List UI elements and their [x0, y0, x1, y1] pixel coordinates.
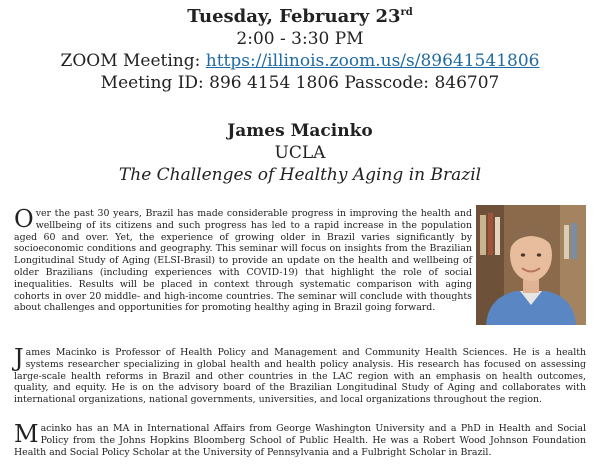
zoom-line	[0, 50, 600, 72]
speaker-institution: UCLA	[274, 143, 326, 163]
event-time: 2:00 - 3:30 PM	[236, 29, 364, 49]
abstract-text: ver the past 30 years, Brazil has made considerable progress in improving the health and wellbeing of its citizens and such progress has led to a rapid increase in the population aged 60 and over. Yet, the experience of growing older in Brazil varies significantly by socioeconomic conditions and geography. This seminar will focus on insights from the Brazilian Longitudinal Study of Aging (ELSI-Brasil) to provide an update on the health and wellbeing of older Brazilians (including experiences with COVID-19) that highlight the role of social inequalities. Results will be placed in context through systematic comparison with aging cohorts in over 20 middle- and high-income countries. The seminar will conclude with thoughts about challenges and opportunities for promoting healthy aging in Brazil going forward.	[14, 208, 472, 314]
speaker-name: James Macinko	[227, 121, 373, 141]
event-header	[0, 6, 600, 94]
event-date	[0, 6, 600, 28]
speaker-portrait-image	[476, 205, 586, 325]
bio1-dropcap: J	[14, 344, 24, 372]
speaker-block	[0, 120, 600, 186]
abstract-paragraph	[14, 205, 472, 314]
bio2-text: acinko has an MA in International Affairs from George Washington University and a PhD in Health and Social Policy from the Johns Hopkins Bloomberg School of Public Health. He was a Robert Wood Johnson Foundation Health and Social Policy Scholar at the University of Pennsylvania and a Fulbright Scholar in Brazil.	[14, 423, 586, 458]
talk-title: The Challenges of Healthy Aging in Brazil	[118, 165, 482, 185]
date-suffix: rd	[400, 7, 413, 18]
bio2-dropcap: M	[14, 420, 39, 448]
zoom-link[interactable]: https://illinois.zoom.us/s/89641541806	[205, 51, 540, 71]
bio-paragraph-1	[14, 344, 586, 406]
abstract-dropcap: O	[14, 205, 34, 233]
zoom-label: ZOOM Meeting:	[60, 51, 201, 71]
bio-paragraph-2	[14, 420, 586, 458]
meeting-info: Meeting ID: 896 4154 1806 Passcode: 846707	[100, 73, 500, 93]
bio1-text: ames Macinko is Professor of Health Policy and Management and Community Health Sciences. He is a health systems researcher specializing in global health and health policy analysis. His research has focused on assessing large-scale health reforms in Brazil and other countries in the LAC region with an emphasis on health outcomes, quality, and equity. He is on the advisory board of the Brazilian Longitudinal Study of Aging and collaborates with international organizations, national governments, universities, and local organizations throughout the region.	[14, 347, 586, 406]
speaker-photo	[476, 205, 586, 325]
event-date-text: Tuesday, February 23	[187, 6, 401, 27]
